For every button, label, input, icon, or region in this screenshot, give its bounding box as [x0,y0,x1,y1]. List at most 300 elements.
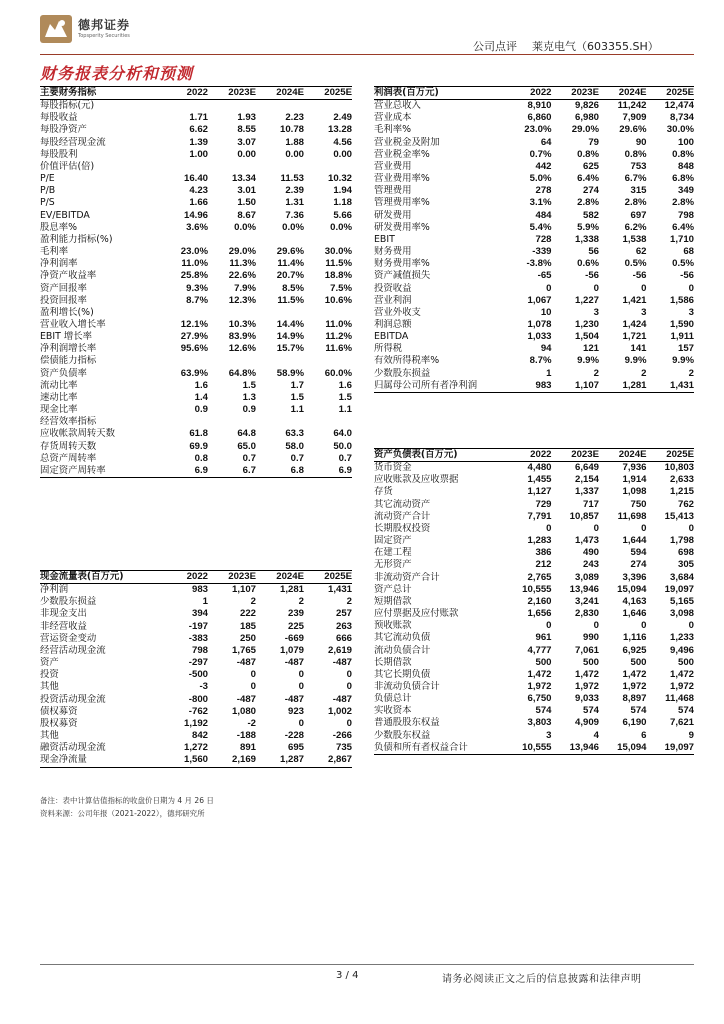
value-cell: 574 [630,705,647,717]
value-cell: -266 [332,730,352,742]
value-cell: 15,094 [617,583,647,595]
value-cell [160,355,208,367]
value-cell: 61.8 [189,428,208,440]
value-cell: 0 [593,282,599,294]
year-header-cell: 2024E [256,571,304,584]
value-cell: -669 [284,632,304,644]
value-cell: 121 [582,343,599,355]
value-cell [304,307,352,319]
value-cell: 63.3 [285,428,304,440]
table-row [40,380,352,392]
value-cell: 0.8% [672,148,694,160]
year-header-cell: 2022 [160,87,208,100]
value-cell [160,161,208,173]
footer-divider [40,964,694,965]
table-row [374,149,694,161]
table-row [40,100,352,113]
value-cell: 2,154 [574,474,599,486]
table-row [374,283,694,295]
value-cell: 9,826 [574,100,599,112]
value-cell: 1,590 [669,318,694,330]
table-row [40,596,352,608]
row-label: 每股净资产 [40,124,87,136]
table-row [374,499,694,511]
value-cell [256,416,304,428]
value-cell: 5.9% [577,221,599,233]
value-cell: 8,897 [622,693,647,705]
value-cell: 0.0% [234,221,256,233]
value-cell: 100 [677,136,694,148]
value-cell: 2,633 [669,474,694,486]
value-cell: 11.2% [325,331,352,343]
table-row [40,392,352,404]
value-cell: 10,555 [522,583,552,595]
value-cell: 94 [540,343,552,355]
value-cell: 69.9 [189,440,208,452]
value-cell: 16.40 [183,173,208,185]
row-label: 短期借款 [374,595,412,607]
value-cell: 0 [641,620,647,632]
year-header-cell: 2025E [304,571,352,584]
row-label: 经营效率指标 [40,416,97,428]
data-source-note: 资料来源：公司年报（2021-2022），德邦研究所 [40,809,205,818]
value-cell: 7.5% [330,282,352,294]
value-cell: 19,097 [664,583,694,595]
balance-sheet-table [374,448,694,755]
table-row [40,319,352,331]
row-label: 有效所得税率% [374,355,440,367]
value-cell: 0 [688,282,694,294]
value-cell: 3,396 [622,571,647,583]
value-cell: 1,972 [669,680,694,692]
value-cell: 4,777 [527,644,552,656]
table-row [374,596,694,608]
value-cell: 5.4% [529,221,552,233]
value-cell: 25.8% [180,270,208,282]
row-label: 管理费用率% [374,197,430,209]
value-cell: 14.9% [276,331,304,343]
value-cell: 3 [688,306,694,318]
year-header-cell: 2025E [647,87,695,100]
value-cell: 2,765 [527,571,552,583]
value-cell: 11.5% [277,294,304,306]
value-cell: 63.9% [180,367,208,379]
value-cell: 1,765 [231,644,256,656]
value-cell: 95.6% [180,343,208,355]
value-cell: 3,241 [574,595,599,607]
row-label: P/E [40,173,55,185]
row-label: 毛利率% [374,124,412,136]
value-cell: 990 [582,632,599,644]
table-row [374,355,694,367]
value-cell: 2 [641,367,647,379]
value-cell [208,161,256,173]
table-row [40,270,352,282]
value-cell: 1,283 [527,535,552,547]
row-label: 应收账款及应收票据 [374,474,459,486]
table-row [374,620,694,632]
value-cell: -487 [284,693,304,705]
value-cell: 7,909 [622,112,647,124]
row-label: 财务费用率% [374,258,430,270]
table-row [40,453,352,465]
value-cell: 29.0% [571,124,599,136]
value-cell: 9.3% [186,282,208,294]
value-cell: -56 [680,270,694,282]
value-cell: 315 [630,185,647,197]
value-cell [304,100,352,113]
value-cell: 0 [546,522,552,534]
value-cell: 848 [677,160,694,172]
table-row [374,295,694,307]
value-cell: 1,079 [279,644,304,656]
value-cell: 30.0% [324,246,352,258]
value-cell: 1,033 [527,331,552,343]
value-cell: 212 [535,559,552,571]
value-cell: 0.8 [194,452,208,464]
table-row [374,742,694,755]
value-cell: 490 [582,547,599,559]
value-cell: 1.94 [333,185,352,197]
table-row [40,633,352,645]
table-row [374,693,694,705]
value-cell: 23.0% [180,246,208,258]
value-cell: 3 [641,306,647,318]
table-row [40,210,352,222]
value-cell: 6.8 [256,465,304,478]
table-row [40,368,352,380]
value-cell: 2.8% [624,197,647,209]
value-cell: -3.8% [526,258,552,270]
row-label: 资产减值损失 [374,270,431,282]
table-row [374,380,694,393]
value-cell: 0.00 [285,148,304,160]
table-row [374,547,694,559]
value-cell: 842 [191,730,208,742]
value-cell: 10.6% [324,294,352,306]
table-row [374,100,694,113]
value-cell: 0.8% [624,148,647,160]
value-cell: -56 [632,270,647,282]
value-cell: 4,163 [622,595,647,607]
value-cell: 961 [535,632,552,644]
table-row [40,718,352,730]
row-label: 预收账款 [374,620,412,632]
year-header-cell: 2022 [504,449,552,462]
value-cell: 1,080 [231,705,256,717]
table-row [374,222,694,234]
value-cell: 2 [298,596,304,608]
value-cell: 0 [346,717,352,729]
table-title-cell: 利润表(百万元) [374,87,504,100]
value-cell: -487 [332,657,352,669]
value-cell: 0 [298,669,304,681]
row-label: 资产负债率 [40,367,87,379]
value-cell: 58.9% [276,367,304,379]
value-cell: 2,169 [208,754,256,767]
value-cell: 10,555 [504,742,552,755]
value-cell: 1,560 [160,754,208,767]
value-cell: 697 [630,209,647,221]
value-cell: 243 [582,559,599,571]
value-cell: -487 [284,657,304,669]
value-cell: 500 [677,656,694,668]
row-label: 少数股东权益 [374,729,431,741]
value-cell: 2.49 [333,112,352,124]
value-cell: 10,857 [569,510,599,522]
row-label: 其它流动负债 [374,632,431,644]
row-label: EBIT [374,233,395,245]
value-cell: 1.4 [194,391,208,403]
value-cell: 10.78 [279,124,304,136]
row-label: 融资活动现金流 [40,742,106,754]
value-cell: 1,287 [256,754,304,767]
value-cell: 750 [630,498,647,510]
row-label: 长期借款 [374,656,412,668]
year-header-cell: 2024E [256,87,304,100]
value-cell: 6,980 [574,112,599,124]
value-cell: 29.0% [228,246,256,258]
value-cell: 2,867 [304,754,352,767]
value-cell: 83.9% [228,331,256,343]
value-cell: 500 [535,656,552,668]
value-cell: 27.9% [180,331,208,343]
row-label: 每股指标(元) [40,100,95,112]
table-row [40,584,352,597]
row-label: 价值评估(倍) [40,160,95,172]
value-cell: -188 [236,730,256,742]
value-cell: 1,215 [669,486,694,498]
value-cell: 5,165 [669,595,694,607]
value-cell: 798 [191,644,208,656]
value-cell: 798 [677,209,694,221]
row-label: 营业税金及附加 [374,136,440,148]
table-row [40,428,352,440]
table-row [40,295,352,307]
value-cell: -383 [188,632,208,644]
row-label: 财务费用 [374,246,412,258]
value-cell: 1,281 [279,584,304,596]
table-title-cell: 现金流量表(百万元) [40,571,160,584]
value-cell: 2,830 [574,608,599,620]
table-row [374,112,694,124]
value-cell [208,234,256,246]
value-cell: 1.00 [189,148,208,160]
value-cell: 2.23 [285,112,304,124]
value-cell: 500 [630,656,647,668]
year-header-cell: 2023E [552,449,600,462]
value-cell: -500 [188,669,208,681]
value-cell: 1,078 [527,318,552,330]
value-cell: 7,936 [622,462,647,474]
value-cell: 2,160 [527,595,552,607]
value-cell: 257 [335,608,352,620]
value-cell: 9.9% [672,355,694,367]
value-cell: 1,472 [527,668,552,680]
value-cell: -65 [537,270,552,282]
value-cell: 1,337 [574,486,599,498]
value-cell: 13.28 [327,124,352,136]
value-cell: 10.3% [228,318,256,330]
value-cell: 4,480 [527,462,552,474]
table-row [40,608,352,620]
value-cell: 12.1% [180,318,208,330]
document-type: 公司点评 [473,40,517,53]
brand-name: 德邦证券 [78,18,131,32]
value-cell: 2.39 [285,185,304,197]
value-cell: 1,721 [622,331,647,343]
table-row [374,307,694,319]
value-cell [160,416,208,428]
value-cell: 30.0% [666,124,694,136]
table-row [374,535,694,547]
row-label: 净利润 [40,584,69,596]
value-cell [208,307,256,319]
table-row [40,185,352,197]
row-label: 资产回报率 [40,282,87,294]
value-cell: 574 [677,705,694,717]
row-label: EV/EBITDA [40,209,90,221]
year-header-cell: 2023E [208,87,256,100]
value-cell: 1.39 [189,136,208,148]
value-cell: -487 [332,693,352,705]
table-title-cell: 资产负债表(百万元) [374,449,504,462]
row-label: 研发费用 [374,209,412,221]
row-label: 营运资金变动 [40,632,97,644]
table-row [374,669,694,681]
value-cell: 500 [582,656,599,668]
value-cell: 1,472 [669,668,694,680]
value-cell: 8,910 [527,100,552,112]
company-name: 莱克电气（603355.SH） [532,40,659,53]
row-label: 负债和所有者权益合计 [374,742,504,755]
value-cell: 13,946 [552,742,600,755]
value-cell: 1,272 [183,742,208,754]
value-cell: -762 [188,705,208,717]
value-cell: 394 [191,608,208,620]
value-cell: 23.0% [524,124,552,136]
value-cell: 278 [535,185,552,197]
value-cell: 1.5 [242,379,256,391]
row-label: 管理费用 [374,185,412,197]
value-cell: 8.67 [237,209,256,221]
value-cell: 1,914 [622,474,647,486]
value-cell: 698 [677,547,694,559]
value-cell: 6.4% [672,221,694,233]
row-label: 现金比率 [40,404,78,416]
value-cell: 11.3% [229,258,256,270]
value-cell: 274 [582,185,599,197]
row-label: 总资产周转率 [40,452,97,464]
table-row [374,234,694,246]
value-cell: 0 [298,681,304,693]
table-row [374,462,694,475]
table-row [40,441,352,453]
value-cell: 3.1% [529,197,552,209]
value-cell: 15.7% [276,343,304,355]
value-cell: 6.8% [672,173,694,185]
value-cell: 1.93 [237,112,256,124]
disclaimer-text: 请务必阅读正文之后的信息披露和法律声明 [442,974,642,985]
value-cell: 695 [287,742,304,754]
row-label: 经营活动现金流 [40,644,106,656]
value-cell: 29.6% [276,246,304,258]
row-label: 债权募资 [40,705,78,717]
value-cell: 305 [677,559,694,571]
table-row [40,161,352,173]
row-label: EBIT 增长率 [40,331,92,343]
table-row [40,307,352,319]
row-label: 投资收益 [374,282,412,294]
value-cell: 1,107 [552,380,600,393]
value-cell: 1,472 [574,668,599,680]
row-label: 净资产收益率 [40,270,97,282]
value-cell: 263 [335,620,352,632]
year-header-cell: 2025E [304,87,352,100]
value-cell: 1,972 [622,680,647,692]
row-label: 归属母公司所有者净利润 [374,380,504,393]
value-cell: 1,798 [669,535,694,547]
value-cell [160,307,208,319]
row-label: 利润总额 [374,318,412,330]
row-label: 其它流动资产 [374,498,431,510]
value-cell [208,100,256,113]
table-row [40,258,352,270]
value-cell: 2,619 [327,644,352,656]
value-cell: -228 [284,730,304,742]
value-cell: 8.55 [237,124,256,136]
cash-flow-table [40,570,352,768]
table-row [40,137,352,149]
value-cell: 11.0% [181,258,208,270]
value-cell: 0 [688,522,694,534]
value-cell: 7,791 [527,510,552,522]
value-cell: 6 [641,729,647,741]
value-cell: 1.6 [338,379,352,391]
row-label: 在建工程 [374,547,412,559]
value-cell: 1.71 [189,112,208,124]
table-row [374,645,694,657]
value-cell [208,416,256,428]
value-cell: 1.3 [242,391,256,403]
value-cell: 983 [191,584,208,596]
row-label: 营业税金率% [374,148,430,160]
row-label: 营业费用 [374,160,412,172]
table-row [374,343,694,355]
table-row [374,137,694,149]
value-cell: 11.0% [325,318,352,330]
value-cell: 6.2% [624,221,647,233]
value-cell: 250 [239,632,256,644]
table-row [40,730,352,742]
value-cell: 0.0% [330,221,352,233]
value-cell: 4.56 [333,136,352,148]
value-cell: 1,067 [527,294,552,306]
value-cell: 58.0 [285,440,304,452]
value-cell: 1.6 [194,379,208,391]
value-cell: 0 [346,681,352,693]
value-cell [256,355,304,367]
value-cell: 1,656 [527,608,552,620]
value-cell: 6,860 [527,112,552,124]
value-cell: 0 [546,282,552,294]
table-row [374,657,694,669]
value-cell: 274 [630,559,647,571]
table-row [40,234,352,246]
value-cell: 6.4% [577,173,599,185]
value-cell: 0.0% [282,221,304,233]
row-label: 存货 [374,486,393,498]
